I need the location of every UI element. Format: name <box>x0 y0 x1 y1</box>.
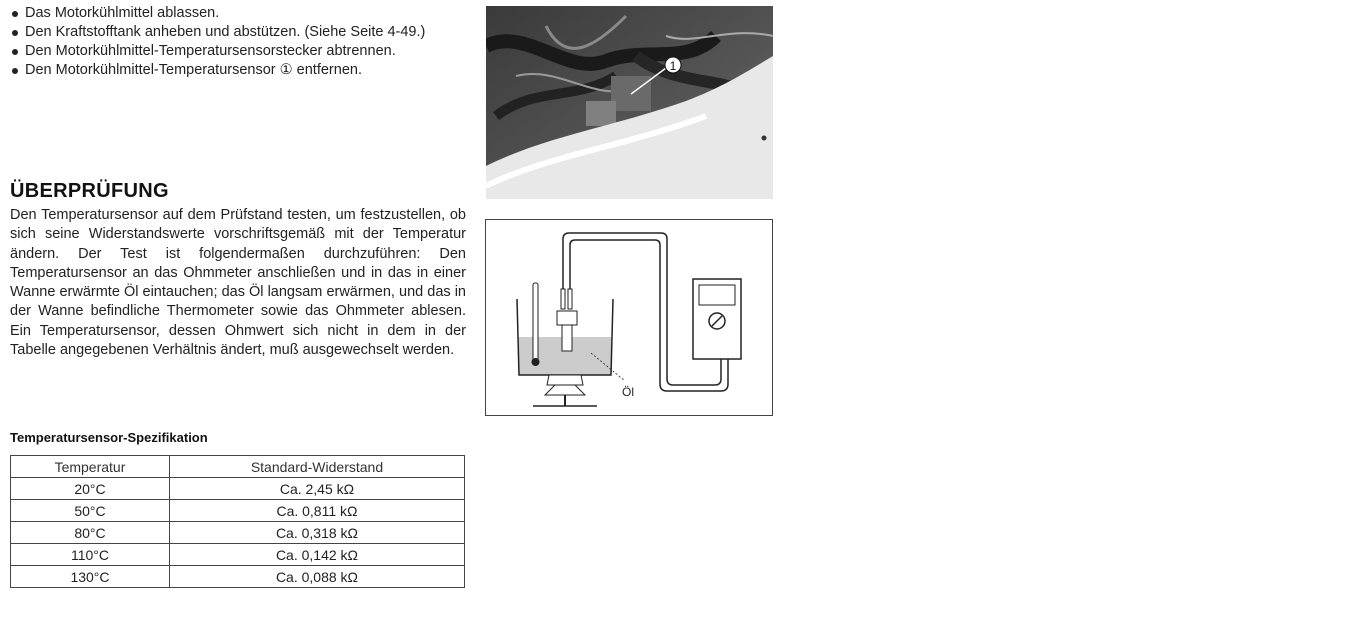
table-header-row <box>11 456 465 478</box>
removal-steps-block <box>10 0 466 80</box>
section-heading: ÜBERPRÜFUNG <box>10 180 169 202</box>
cell-resistance: Ca. 2,45 kΩ <box>169 478 464 500</box>
table-row <box>11 478 465 500</box>
header-temperature: Temperatur <box>11 456 170 478</box>
table-row <box>11 522 465 544</box>
cell-resistance: Ca. 0,088 kΩ <box>169 566 464 588</box>
cell-temperature: 130°C <box>11 566 170 588</box>
callout-number: 1 <box>669 59 677 73</box>
step-item: Das Motorkühlmittel ablassen. <box>10 4 466 23</box>
step-item: Den Motorkühlmittel-Temperatursensorstecker abtrennen. <box>10 42 466 61</box>
step-item: Den Kraftstofftank anheben und abstützen. (Siehe Seite 4-49.) <box>10 23 466 42</box>
header-resistance: Standard-Widerstand <box>169 456 464 478</box>
cell-temperature: 110°C <box>11 544 170 566</box>
oil-label: Öl <box>622 385 634 399</box>
cell-resistance: Ca. 0,142 kΩ <box>169 544 464 566</box>
cell-resistance: Ca. 0,811 kΩ <box>169 500 464 522</box>
table-caption: Temperatursensor-Spezifikation <box>10 430 208 445</box>
table-row <box>11 500 465 522</box>
thermometer <box>533 283 538 361</box>
cell-temperature: 20°C <box>11 478 170 500</box>
ohmmeter-display <box>699 285 735 305</box>
table-row <box>11 566 465 588</box>
spec-table <box>10 455 465 588</box>
step-item: Den Motorkühlmittel-Temperatursensor ① entfernen. <box>10 61 466 80</box>
engine-photo <box>486 6 773 199</box>
temperature-sensor <box>557 311 577 325</box>
cell-resistance: Ca. 0,318 kΩ <box>169 522 464 544</box>
inspection-paragraph: Den Temperatursensor auf dem Prüfstand testen, um festzustellen, ob sich seine Widerstandswerte vorschriftsgemäß mit der Temperatur ändern. Der Test ist folgendermaßen durchzuführen: Den Temperatursensor an das Ohmmeter anschließen und in das in einer Wanne erwärmte Öl eintauchen; das Öl langsam erwärmen, und das in der Wanne befindliche Thermometer sowie das Ohmmeter ablesen. Ein Temperatursensor, dessen Ohmwert sich nicht in dem in der Tabelle angegebenen Verhältnis ändert, muß ausgewechselt werden. <box>10 207 466 359</box>
cell-temperature: 80°C <box>11 522 170 544</box>
table-row <box>11 544 465 566</box>
cell-temperature: 50°C <box>11 500 170 522</box>
removal-steps-list <box>10 4 466 80</box>
test-setup-diagram <box>485 219 773 416</box>
